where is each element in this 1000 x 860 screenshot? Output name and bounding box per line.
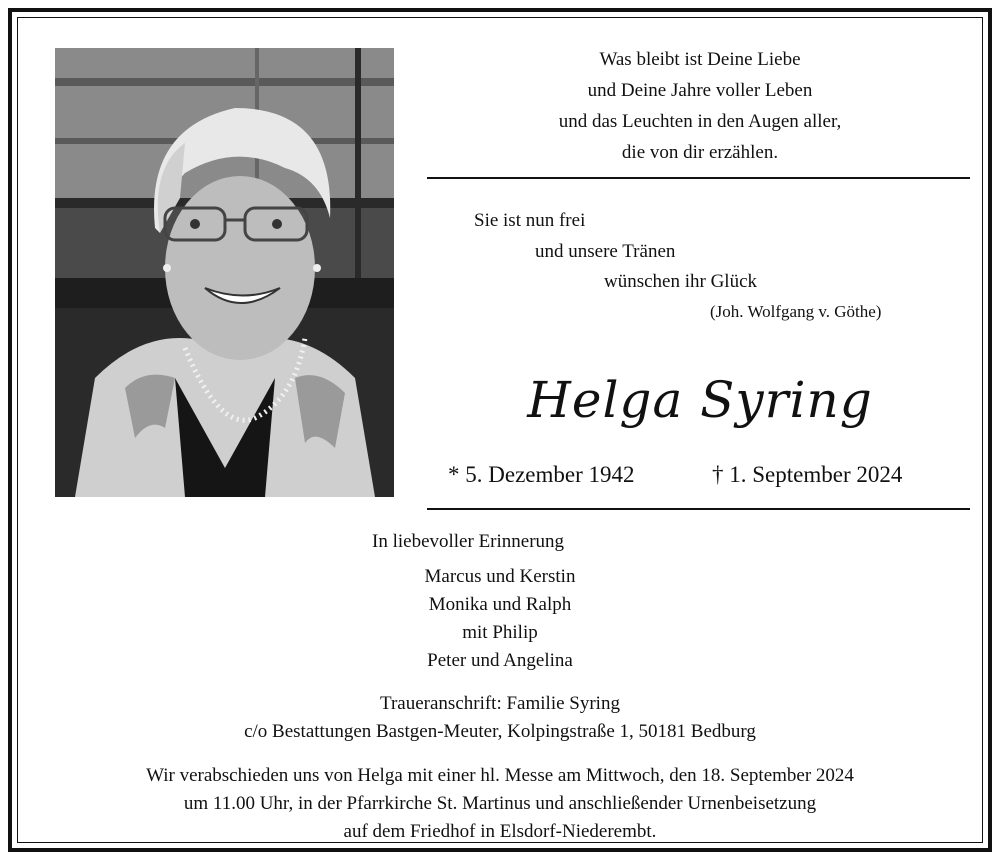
family-member: Marcus und Kerstin bbox=[424, 566, 576, 587]
family-member: Monika und Ralph bbox=[428, 594, 572, 615]
service-line: auf dem Friedhof in Elsdorf-Niederembt. bbox=[343, 821, 657, 842]
portrait-photo bbox=[55, 48, 394, 497]
quote-line: wünschen ihr Glück bbox=[604, 271, 758, 292]
divider-top bbox=[427, 177, 970, 179]
service-block bbox=[0, 762, 1000, 846]
divider-bottom bbox=[427, 508, 970, 510]
poem bbox=[430, 44, 970, 168]
poem-line: Was bleibt ist Deine Liebe bbox=[599, 49, 801, 70]
poem-line: und das Leuchten in den Augen aller, bbox=[558, 111, 842, 132]
address-line: c/o Bestattungen Bastgen-Meuter, Kolpingstraße 1, 50181 Bedburg bbox=[244, 721, 756, 742]
address-block bbox=[0, 690, 1000, 746]
family-list bbox=[0, 563, 1000, 675]
poem-line: und Deine Jahre voller Leben bbox=[587, 80, 813, 101]
address-line: Traueranschrift: Familie Syring bbox=[380, 693, 620, 714]
family-member: mit Philip bbox=[462, 622, 538, 643]
poem-line: die von dir erzählen. bbox=[621, 142, 779, 163]
quote-line: Sie ist nun frei bbox=[474, 210, 586, 231]
quote-line: und unsere Tränen bbox=[535, 241, 676, 262]
memory-heading: In liebevoller Erinnerung bbox=[372, 531, 565, 552]
birth-date: * 5. Dezember 1942 bbox=[448, 462, 635, 487]
service-line: Wir verabschieden uns von Helga mit einer hl. Messe am Mittwoch, den 18. September 2024 bbox=[146, 765, 854, 786]
deceased-name: Helga Syring bbox=[527, 371, 873, 429]
service-line: um 11.00 Uhr, in der Pfarrkirche St. Martinus und anschließender Urnenbeisetzung bbox=[183, 793, 817, 814]
death-date: † 1. September 2024 bbox=[712, 462, 903, 487]
family-member: Peter und Angelina bbox=[427, 650, 573, 671]
quote-author: (Joh. Wolfgang v. Göthe) bbox=[710, 302, 882, 321]
